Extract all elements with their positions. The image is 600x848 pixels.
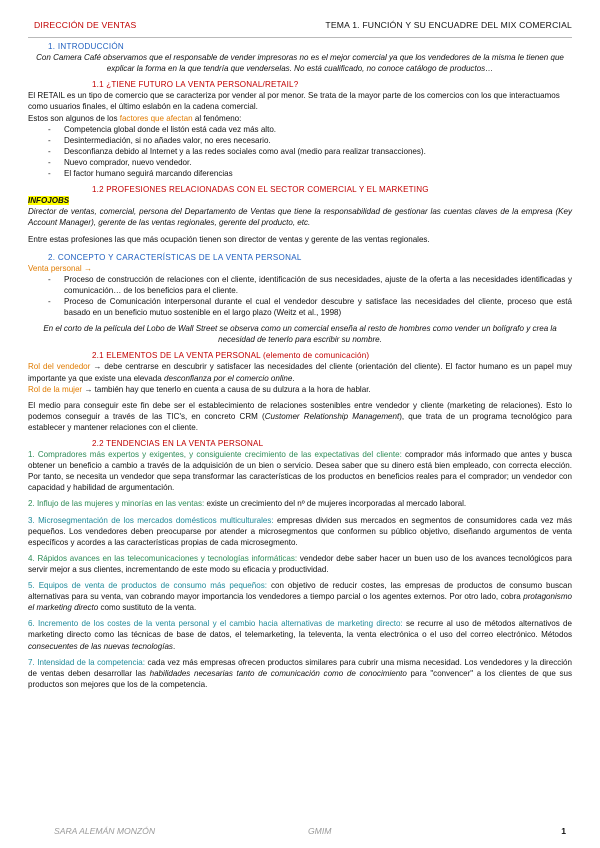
- rol-vendedor-paragraph: Rol del vendedor → debe centrarse en descubrir y satisfacer las necesidades del cliente (orientación del cliente). El factor humano es un papel muy importante ya que existe una elevada desconfianza por el comercio online.: [28, 362, 572, 383]
- rol-vendedor-label: Rol del vendedor: [28, 362, 91, 372]
- factors-highlight: factores que afectan: [119, 113, 193, 123]
- trend-5-label: 5. Equipos de venta de productos de consumo más pequeños:: [28, 581, 267, 591]
- factors-list: [28, 124, 572, 179]
- factors-intro: Estos son algunos de los factores que afectan al fenómeno:: [28, 113, 242, 123]
- list-item: - Desintermediación, si no añades valor, no eres necesario.: [48, 135, 572, 146]
- trend-4: 4. Rápidos avances en las telecomunicaciones y tecnologías informáticas: vendedor debe saber hacer un buen uso de los avances tecnológicos para servir mejor a sus clientes, incrementando de este modo su eficacia y productividad.: [28, 553, 572, 574]
- venta-personal-label: Venta personal →: [28, 263, 92, 273]
- footer-course: GMIM: [308, 826, 332, 836]
- trend-4-label: 4. Rápidos avances en las telecomunicaciones y tecnologías informáticas:: [28, 553, 298, 563]
- trend-3-label: 3. Microsegmentación de los mercados domésticos multiculturales:: [28, 515, 274, 525]
- trend-5: 5. Equipos de venta de productos de consumo más pequeños: con objetivo de reducir costes, las empresas de productos de consumo buscan alternativas para su venta, van cobrando mayor importancia los vendedores a tiempo parcial o los agentes externos. Por otro lado, cobra protagonismo el marketing directo como sustituto de la venta.: [28, 581, 572, 613]
- subsection-2-2-title: 2.2 TENDENCIAS EN LA VENTA PERSONAL: [92, 439, 264, 448]
- header-subject: DIRECCIÓN DE VENTAS: [34, 20, 137, 30]
- venta-personal-list: [28, 274, 572, 318]
- document-body: [28, 41, 572, 690]
- trend-7: 7. Intensidad de la competencia: cada vez más empresas ofrecen productos similares para cubrir una misma necesidad. Los vendedores y la dirección de ventas deben desarrollar las habilidades necesarias tanto de comunicación como de conocimiento para "convencer" a los clientes de que sus productos son mejores que los de la competencia.: [28, 657, 573, 689]
- infojobs-text: Director de ventas, comercial, persona del Departamento de Ventas que tiene la responsabilidad de gestionar las cuentas claves de la empresa (Key Account Manager), gerente de las ventas regionales, gerente del producto, etc.: [28, 207, 572, 228]
- header-divider: [28, 37, 572, 38]
- section-2-title: 2. CONCEPTO Y CARACTERÍSTICAS DE LA VENTA PERSONAL: [48, 252, 302, 262]
- wolf-paragraph: En el corto de la película del Lobo de Wall Street se observa como un comercial enseña al resto de hombres como vender un bolígrafo y crea la necesidad de tenerlo para escribir su nombre.: [43, 324, 557, 345]
- subsection-1-1-title: 1.1 ¿TIENE FUTURO LA VENTA PERSONAL/RETAIL?: [92, 80, 299, 90]
- infojobs-label: INFOJOBS: [28, 196, 70, 206]
- trend-6: 6. Incremento de los costes de la venta personal y el cambio hacia alternativas de marketing directo: se recurre al uso de métodos alternativos de marketing directo como las técnicas de base de datos, el telemarketing, la televenta, la venta electrónica o el uso del correo electrónico. Métodos consecuentes de las nuevas tecnologías.: [28, 619, 573, 651]
- page-header: [28, 20, 572, 34]
- section-1-title: 1. INTRODUCCIÓN: [48, 42, 125, 51]
- trend-1-label: 1. Compradores más expertos y exigentes, y consiguiente crecimiento de las expectativas del cliente:: [28, 450, 402, 460]
- professions-paragraph: Entre estas profesiones las que más ocupación tienen son director de ventas y gerente de las ventas regionales.: [28, 234, 430, 244]
- subsection-1-2-title: 1.2 PROFESIONES RELACIONADAS CON EL SECTOR COMERCIAL Y EL MARKETING: [92, 185, 429, 195]
- trend-7-label: 7. Intensidad de la competencia:: [28, 657, 145, 667]
- header-topic: TEMA 1. FUNCIÓN Y SU ENCUADRE DEL MIX COMERCIAL: [325, 20, 572, 30]
- rol-mujer-label: Rol de la mujer: [28, 384, 83, 394]
- list-item: - Competencia global donde el listón está cada vez más alto.: [48, 124, 572, 135]
- subsection-2-1-title: 2.1 ELEMENTOS DE LA VENTA PERSONAL (elemento de comunicación): [92, 351, 370, 361]
- medio-paragraph: El medio para conseguir este fin debe ser el establecimiento de relaciones sostenibles entre vendedor y cliente (marketing de relaciones). Esto lo podemos conseguir a través de las TIC's, en concreto CRM (Customer Relationship Management), que trata de un programa tecnológico para establecer y mantener relaciones con el cliente.: [28, 400, 572, 432]
- rol-mujer-paragraph: Rol de la mujer → también hay que tenerlo en cuenta a causa de su dulzura a la hora de hablar.: [28, 384, 371, 394]
- trend-1: 1. Compradores más expertos y exigentes, y consiguiente crecimiento de las expectativas del cliente: comprador más informado que antes y busca obtener un beneficio a cambio a través de la adquisición de un bien o servicio. Desea saber que su dinero está bien empleado, con correcta elección. Por tanto, se necesita un vendedor que sepa transformar las características de los productos en beneficios reales para el comprador; un vendedor con capacidad y habilidad de argumentación.: [28, 450, 572, 493]
- list-item: - Proceso de Comunicación interpersonal durante el cual el vendedor descubre y satisface las necesidades del cliente, proceso que está basado en un beneficio mutuo sostenible en el largo plazo (Weitz et al., 1998): [48, 296, 572, 318]
- footer-author: SARA ALEMÁN MONZÓN: [54, 826, 156, 836]
- list-item: - El factor humano seguirá marcando diferencias: [48, 168, 572, 179]
- trend-2-label: 2. Influjo de las mujeres y minorías en las ventas:: [28, 499, 205, 509]
- list-item: - Desconfianza debido al Internet y a las redes sociales como aval (medio para realizar transacciones).: [48, 146, 572, 157]
- list-item: - Proceso de construcción de relaciones con el cliente, identificación de sus necesidades, ajuste de la oferta a las necesidades identificadas y comunicación… de los beneficios para el cliente.: [48, 274, 572, 296]
- trend-3: 3. Microsegmentación de los mercados domésticos multiculturales: empresas dividen sus mercados en segmentos de consumidores cada vez más pequeños. Los vendedores deben preocuparse por atender a microsegmentos que conformen su público objetivo, diseñando argumentos de venta específicos y acordes a las características propias de cada microsegmento.: [28, 515, 573, 547]
- list-item: - Nuevo comprador, nuevo vendedor.: [48, 157, 572, 168]
- page-number: 1: [561, 826, 566, 836]
- retail-paragraph: El RETAIL es un tipo de comercio que se caracteriza por vender al por menor. Se trata de la mayor parte de los comercios con los que interactuamos como usuarios finales, el último eslabón en la cadena comercial.: [28, 91, 560, 112]
- trend-6-label: 6. Incremento de los costes de la venta personal y el cambio hacia alternativas de marketing directo:: [28, 619, 403, 629]
- trend-2: 2. Influjo de las mujeres y minorías en las ventas: existe un crecimiento del nº de mujeres incorporadas al mercado laboral.: [28, 499, 467, 509]
- intro-paragraph: Con Camera Café observamos que el responsable de vender impresoras no es el mejor comercial ya que los vendedores de la misma le tienen que explicar la forma en la que tendría que venderselas. No está cualificado, no conoce catálogo de productos…: [36, 53, 564, 74]
